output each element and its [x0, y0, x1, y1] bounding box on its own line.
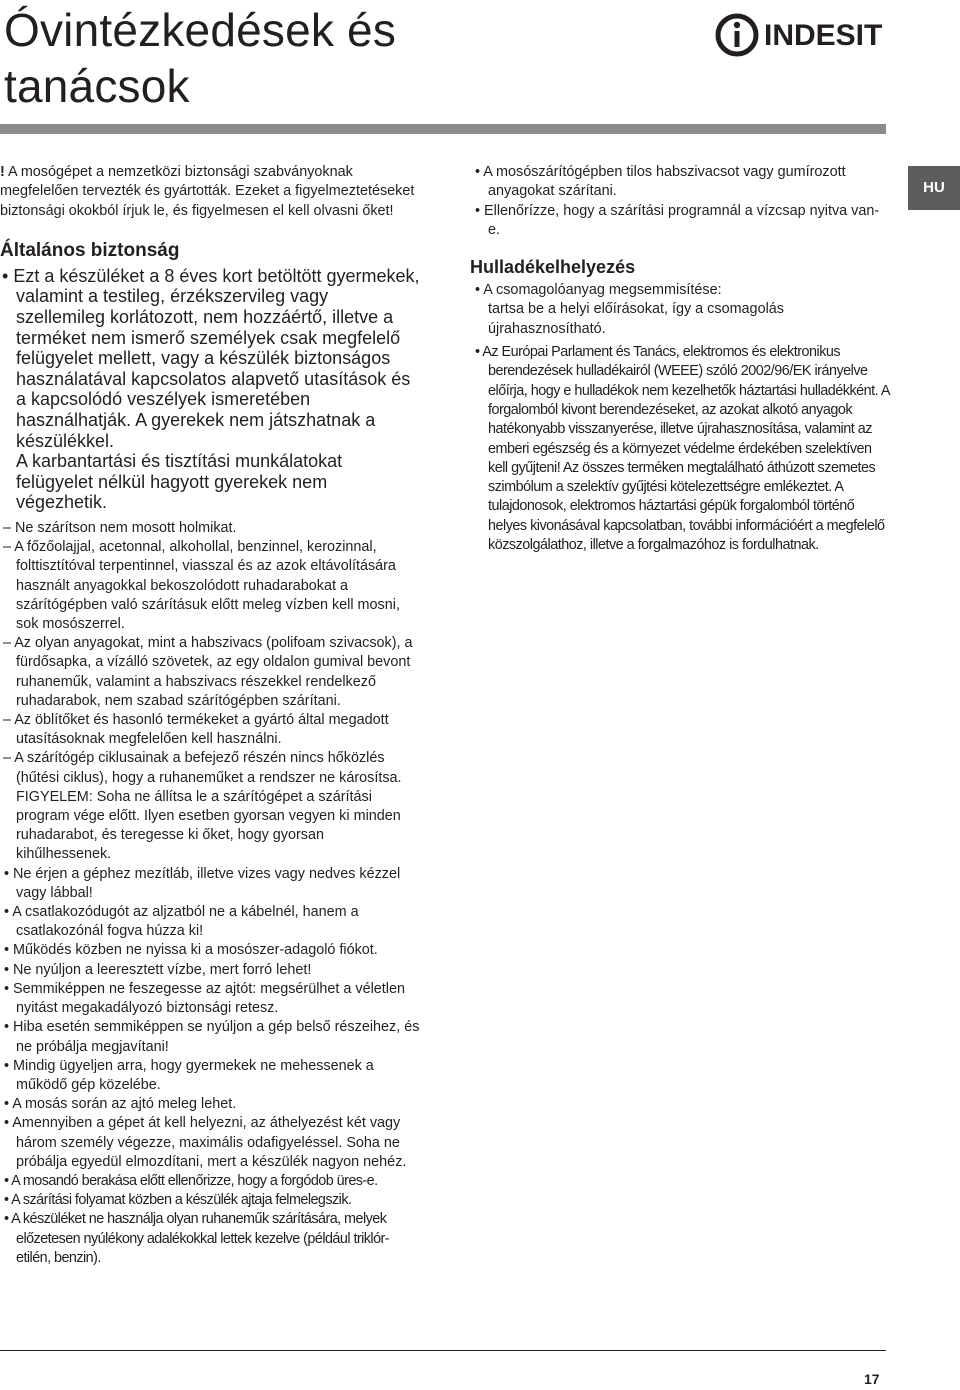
intro-paragraph — [0, 163, 420, 221]
dash-item: – Az olyan anyagokat, mint a habszivacs (polifoam szivacsok), a fürdősapka, a vízálló szövetek, az egy oldalon gumival bevont ruhaneműk, valamint a habszivacs részekkel rendelkező ruhadarabok, nem szabad szárítógépben szárítani. — [3, 635, 413, 709]
disposal-heading: Hulladékelhelyezés — [470, 257, 636, 278]
bullet-item: • Amennyiben a gépet át kell helyezni, az áthelyezést két vagy három személy végezze, maximális odafigyeléssel. Soha ne próbálja egyedül elmozdítani, mert a készülék nagyon nehéz. — [4, 1115, 407, 1170]
indesit-mark-icon — [714, 12, 760, 58]
bullet-item: • A készüléket ne használja olyan ruhaneműk szárítására, melyek előzetesen nyúlékony adalékokkal lettek kezelve (például triklór-etilén, benzin). — [4, 1211, 390, 1266]
bullet-item: • Mindig ügyeljen arra, hogy gyermekek ne mehessenek a működő gép közelébe. — [4, 1057, 374, 1093]
language-badge: HU — [908, 166, 960, 210]
right-column — [470, 163, 890, 555]
general-lead-paragraph: • Ezt a készüléket a 8 éves kort betöltött gyermekek, valamint a testileg, érzékszervileg vagy szellemileg korlátozott, nem hozzáértő, illetve a terméket nem ismerő személyek csak megfelelő felügyelet mellett, vagy a készülék biztonságos használatával kapcsolatos alapvető utasítások és a kapcsolódó veszélyek ismeretében használhatják. A gyerekek nem játszhatnak a készülékkel. — [2, 265, 420, 451]
brand-logo — [714, 10, 892, 60]
general-lead-text: Ezt a készüléket a 8 éves kort betöltött gyermekek, valamint a testileg, érzékszervileg vagy szellemileg korlátozott, nem hozzáértő, illetve a terméket nem ismerő személyek csak megfelelő felügyelet mellett, vagy a készülék biztonságos használatával kapcsolatos alapvető utasítások és a kapcsolódó veszélyek ismeretében használhatják. A gyerekek nem játszhatnak a készülékkel. — [13, 265, 420, 451]
bullet-item: • A mosószárítógépben tilos habszivacsot vagy gumírozott anyagokat szárítani. — [475, 164, 846, 200]
warning-mark: ! — [0, 164, 5, 180]
bullet-item: • Hiba esetén semmiképpen se nyúljon a gép belső részeihez, és ne próbálja megjavítani! — [4, 1019, 420, 1055]
header-divider — [0, 124, 886, 134]
dash-item: – Ne szárítson nem mosott holmikat. — [3, 520, 237, 537]
intro-text: A mosógépet a nemzetközi biztonsági szabványoknak megfelelően tervezték és gyártották. Ezeket a figyelmeztetéseket biztonsági okokból írjuk le, és figyelmesen el kell olvasni őket! — [0, 164, 415, 219]
brand-wordmark: INDESIT — [764, 19, 883, 52]
left-column — [0, 163, 420, 1268]
bullet-item: • Ellenőrízze, hogy a szárítási programnál a vízcsap nyitva van-e. — [475, 202, 880, 238]
dash-item: – Az öblítőket és hasonló termékeket a gyártó által megadott utasításoknak megfelelően kell használni. — [3, 712, 389, 748]
footer-divider — [0, 1350, 886, 1351]
disposal-item: • A csomagolóanyag megsemmisítése: — [475, 282, 722, 299]
bullet-item: • Működés közben ne nyissa ki a mosószer-adagoló fiókot. — [4, 942, 378, 959]
warning-paragraph: FIGYELEM: Soha ne állítsa le a szárítógépet a szárítási program vége előtt. Ilyen esetben gyorsan vegyen ki minden ruhadarabot, és teregesse ki őket, hogy gyorsan kihűlhessenek. — [16, 788, 401, 863]
disposal-item: • Az Európai Parlament és Tanács, elektromos és elektronikus berendezések hulladékairól (WEEE) szóló 2002/96/EK irányelve előírja, hogy e hulladékok nem kezelhetők háztartási hulladékként. A forgalomból kivont berendezéseket, az azokat alkotó anyagok hatékonyabb visszanyerése, illetve újrahasznosítása, valamint az emberi egészség és a környezet védelme érdekében szelektíven kell gyűjteni! Az összes terméken megtalálható áthúzott szemetes szimbólum a szelektív gyűjtési kötelezettségre emlékeztet. A tulajdonosok, elektromos háztartási gépük forgalomból történő helyes kivonásával kapcsolatban, további információért a megfelelő közszolgálathoz, illetve a forgalmazóhoz is fordulhatnak. — [475, 344, 890, 554]
disposal-item-text: tartsa be a helyi előírásokat, így a csomagolás újrahasznosítható. — [488, 301, 784, 337]
bullet-item: • A mosás során az ajtó meleg lehet. — [4, 1096, 237, 1113]
dash-item: – A főzőolajjal, acetonnal, alkohollal, benzinnel, kerozinnal, folttisztítóval terpentinnel, viasszal és az azok eltávolítására használt anyagokkal bekoszolódott ruhadarabokat a szárítógépben való szárításuk előtt meleg vízben kell mosni, sok mosószerrel. — [3, 539, 400, 633]
page-number: 17 — [864, 1371, 880, 1387]
bullet-item: • A szárítási folyamat közben a készülék ajtaja felmelegszik. — [4, 1192, 352, 1209]
bullet-item: • Ne érjen a géphez mezítláb, illetve vizes vagy nedves kézzel vagy lábbal! — [4, 865, 401, 901]
bullet-item: • Semmiképpen ne feszegesse az ajtót: megsérülhet a véletlen nyitást megakadályozó biztonsági retesz. — [4, 980, 406, 1017]
general-safety-heading: Általános biztonság — [0, 239, 180, 261]
bullet-item: • Ne nyúljon a leeresztett vízbe, mert forró lehet! — [4, 961, 312, 978]
maintenance-paragraph: A karbantartási és tisztítási munkálatokat felügyelet nélkül hagyott gyerekek nem végezhetik. — [16, 451, 343, 513]
page-title: Óvintézkedések és tanácsok — [4, 4, 397, 112]
bullet-item: • A mosandó berakása előtt ellenőrizze, hogy a forgódob üres-e. — [4, 1172, 378, 1189]
dash-item: – A szárítógép ciklusainak a befejező részén nincs hőközlés (hűtési ciklus), hogy a ruhaneműket a rendszer ne károsítsa. — [3, 750, 402, 786]
bullet-item: • A csatlakozódugót az aljzatból ne a kábelnél, hanem a csatlakozónál fogva húzza ki! — [4, 904, 359, 940]
